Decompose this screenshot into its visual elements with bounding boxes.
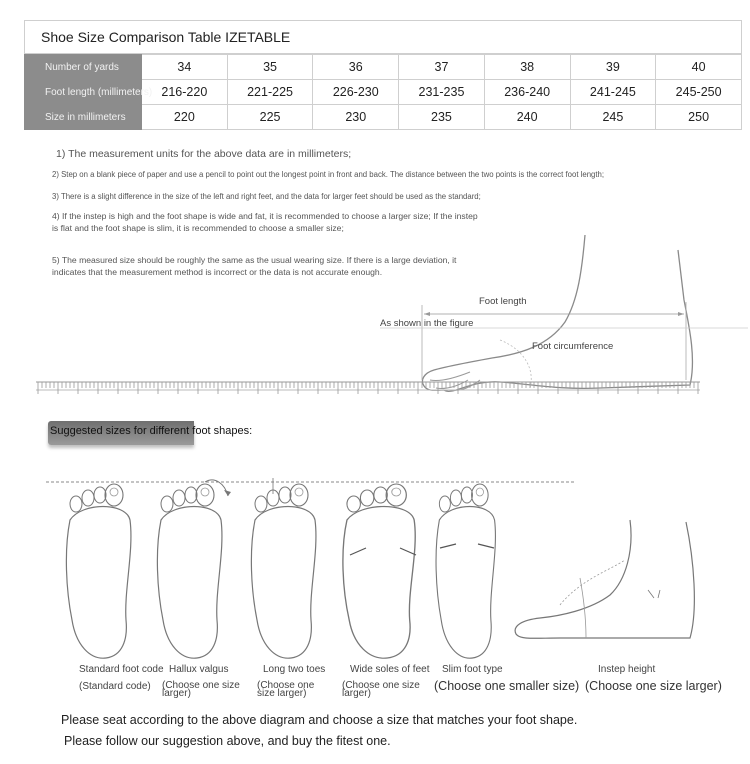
wide-soles-name: Wide soles of feet [350,664,430,675]
note-1: 1) The measurement units for the above data are in millimeters; [56,148,352,160]
table-cell: 39 [570,55,656,80]
closing-line-1: Please seat according to the above diagram and choose a size that matches your foot shape. [61,713,578,727]
standard-foot-advice: (Standard code) [79,681,151,692]
section-title: Suggested sizes for different foot shapes: [50,425,253,437]
as-shown-label: As shown in the figure [380,318,474,329]
table-cell: 245 [570,105,656,130]
table-cell: 34 [142,55,228,80]
table-cell: 225 [227,105,313,130]
foot-measurement-illustration [0,230,750,400]
table-cell: 36 [313,55,399,80]
table-cell: 226-230 [313,80,399,105]
slim-foot-name: Slim foot type [442,664,503,675]
table-cell: 235 [399,105,485,130]
long-two-toes-foot-icon [251,484,316,658]
table-cell: 40 [656,55,742,80]
size-table [24,20,742,130]
table-row [25,80,742,105]
table-cell: 38 [484,55,570,80]
row-header: Size in millimeters [25,105,142,130]
table-cell: 236-240 [484,80,570,105]
row-header: Foot length (millimeters) [25,80,142,105]
hallux-valgus-name: Hallux valgus [169,664,229,675]
table-cell: 35 [227,55,313,80]
note-5: 5) The measured size should be roughly the same as the usual wearing size. If there is a large deviation, it indicates that the measurement method is incorrect or the data is not accurate enough. [52,255,457,277]
note-4: 4) If the instep is high and the foot shape is wide and fat, it is recommended to choose a larger size; If the instep is flat and the foot shape is slim, it is recommended to choose a smaller size; [52,211,478,233]
foot-shapes-illustration [0,470,750,670]
row-header: Number of yards [25,55,142,80]
table-cell: 250 [656,105,742,130]
closing-line-2: Please follow our suggestion above, and buy the fitest one. [64,734,391,748]
hallux-valgus-advice: (Choose one size larger) [162,680,240,699]
slim-foot-advice: (Choose one smaller size) [434,679,580,693]
table-cell: 216-220 [142,80,228,105]
table-cell: 221-225 [227,80,313,105]
slim-foot-icon [436,484,495,658]
foot-length-label: Foot length [479,296,527,307]
note-2: 2) Step on a blank piece of paper and use a pencil to point out the longest point in front and back. The distance between the two points is the correct foot length; [52,170,605,179]
wide-soles-foot-icon [343,484,415,658]
foot-circumference-label: Foot circumference [532,341,614,352]
table-cell: 37 [399,55,485,80]
long-two-toes-name: Long two toes [263,664,326,675]
hallux-valgus-foot-icon [157,484,222,658]
size-grid [24,54,742,130]
table-row [25,105,742,130]
table-title: Shoe Size Comparison Table IZETABLE [24,20,742,54]
long-two-toes-advice: (Choose one size larger) [257,680,315,699]
standard-foot-icon [66,484,131,658]
table-cell: 241-245 [570,80,656,105]
note-3: 3) There is a slight difference in the size of the left and right feet, and the data for larger feet should be used as the standard; [52,192,481,201]
table-cell: 240 [484,105,570,130]
instep-height-advice: (Choose one size larger) [585,679,722,693]
instep-foot-icon [515,520,694,638]
wide-soles-advice: (Choose one size larger) [342,680,420,699]
table-cell: 245-250 [656,80,742,105]
table-cell: 231-235 [399,80,485,105]
standard-foot-name: Standard foot code [79,664,164,675]
table-cell: 230 [313,105,399,130]
table-row [25,55,742,80]
table-cell: 220 [142,105,228,130]
instep-height-name: Instep height [598,664,656,675]
